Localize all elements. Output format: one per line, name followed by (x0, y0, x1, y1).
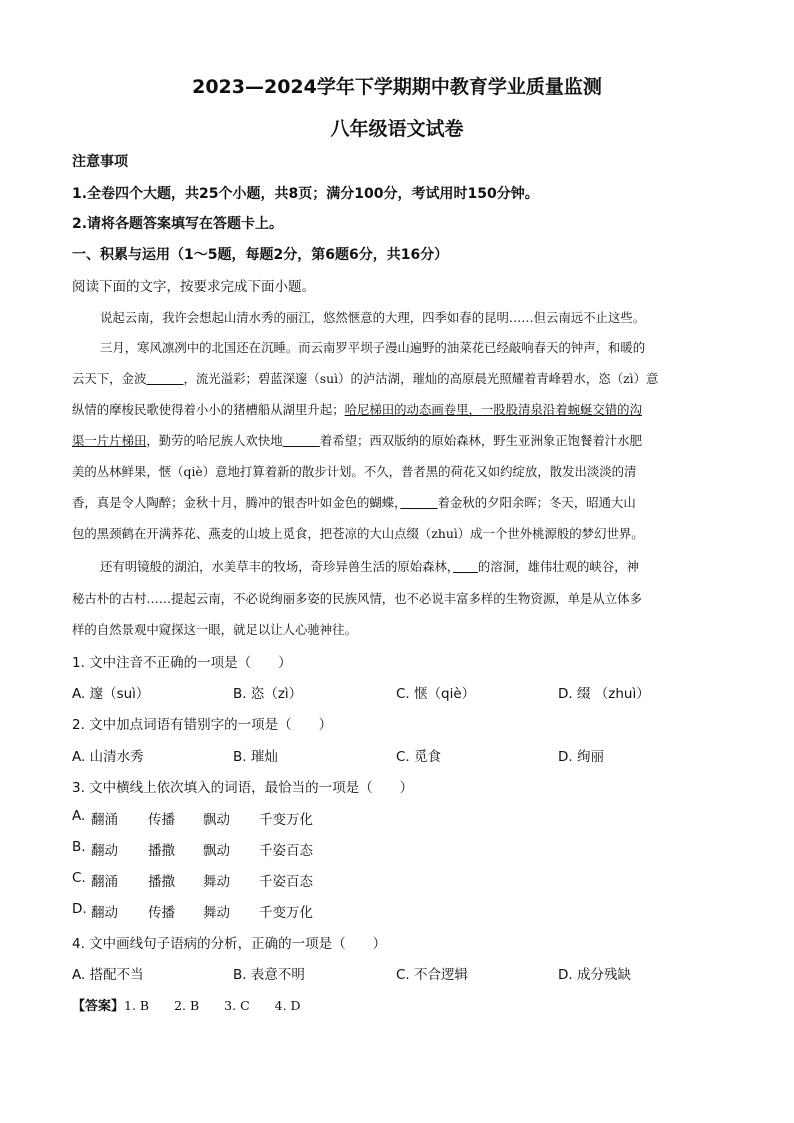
q3-option-d-word-1: 翻动 (91, 905, 118, 921)
blank-4 (453, 559, 478, 574)
blank-2 (283, 433, 320, 448)
q3-option-b-letter[interactable]: B. (72, 839, 86, 855)
q4-option-d[interactable]: D. 成分残缺 (558, 967, 631, 983)
passage-line: 样的自然景观中窥探这一眼，就足以让人心驰神往。 (72, 622, 357, 637)
q3-option-b-word-1: 翻动 (91, 843, 118, 859)
notice-item-2: 2.请将各题答案填写在答题卡上。 (72, 216, 284, 232)
answer-tag: 【答案】 (72, 999, 125, 1014)
notice-item-1: 1.全卷四个大题，共25个小题，共8页；满分100分，考试用时150分钟。 (72, 186, 539, 202)
section-1-instruction: 阅读下面的文字，按要求完成下面小题。 (72, 279, 315, 295)
passage-line: 秘古朴的古村……提起云南，不必说绚丽多姿的民族风情，也不必说丰富多样的生物资源，单是从立体多 (72, 591, 642, 606)
notice-heading: 注意事项 (72, 154, 128, 170)
blank-3 (400, 495, 437, 510)
q2-option-d[interactable]: D. 绚丽 (558, 749, 604, 765)
q3-option-a-word-2: 传播 (148, 812, 175, 828)
exam-subtitle: 八年级语文试卷 (330, 118, 464, 140)
q3-option-c-word-1: 翻涌 (91, 874, 118, 890)
q3-option-d-word-2: 传播 (148, 905, 175, 921)
q2-option-a[interactable]: A. 山清水秀 (72, 749, 144, 765)
underlined-sentence-cont: 渠一片片梯田 (72, 433, 147, 448)
q3-option-c-word-3: 舞动 (203, 874, 230, 890)
q2-option-b[interactable]: B. 璀灿 (233, 749, 278, 765)
passage-line: 美的丛林鲜果，惬（qiè）意地打算着新的散步计划。不久，普者黑的荷花又如约绽放，散发出淡淡的清 (72, 464, 637, 479)
q3-option-d-word-3: 舞动 (203, 905, 230, 921)
q3-option-a-letter[interactable]: A. (72, 808, 86, 824)
passage-line: 三月，寒风凛冽中的北国还在沉睡。而云南罗平坝子漫山遍野的油菜花已经敲响春天的钟声，和暖的 (100, 340, 646, 355)
q3-option-d-word-4: 千变万化 (259, 905, 313, 921)
q1-option-c[interactable]: C. 惬（qiè） (396, 686, 476, 702)
passage-line: 说起云南，我许会想起山清水秀的丽江，悠然惬意的大理，四季如春的昆明……但云南远不止这些。 (100, 310, 646, 325)
q3-option-d-letter[interactable]: D. (72, 901, 87, 917)
q3-option-b-word-2: 播撒 (148, 843, 175, 859)
question-3-stem: 3. 文中横线上依次填入的词语，最恰当的一项是（ ） (72, 780, 414, 796)
passage-line: 还有明镜般的湖泊，水美草丰的牧场，奇珍异兽生活的原始森林， 的溶洞，雄伟壮观的峡谷，神 (100, 559, 639, 574)
blank-1 (146, 371, 183, 386)
q3-option-a-word-4: 千变万化 (259, 812, 313, 828)
q3-option-a-word-3: 飘动 (203, 812, 230, 828)
q4-option-c[interactable]: C. 不合逻辑 (396, 967, 469, 983)
q1-option-b[interactable]: B. 恣（zì） (233, 686, 303, 702)
q4-option-a[interactable]: A. 搭配不当 (72, 967, 144, 983)
passage-line: 香，真是令人陶醉；金秋十月，腾冲的银杏叶如金色的蝴蝶， 着金秋的夕阳余晖；冬天，昭通大山 (72, 495, 636, 510)
passage-line: 包的黑颈鹤在开满荞花、燕麦的山坡上觅食，把苍凉的大山点缀（zhuì）成一个世外桃源般的梦幻世界。 (72, 526, 644, 541)
question-2-stem: 2. 文中加点词语有错别字的一项是（ ） (72, 717, 333, 733)
q4-option-b[interactable]: B. 表意不明 (233, 967, 305, 983)
passage-line: 渠一片片梯田，勤劳的哈尼族人欢快地 着希望；西双版纳的原始森林，野生亚洲象正饱餐着汁水肥 (72, 433, 642, 448)
question-4-stem: 4. 文中画线句子语病的分析，正确的一项是（ ） (72, 936, 387, 952)
q1-option-d[interactable]: D. 缀 （zhuì） (558, 686, 650, 702)
answer-text: 1. B 2. B 3. C 4. D (124, 998, 301, 1013)
section-1-heading: 一、积累与运用（1～5题，每题2分，第6题6分，共16分） (72, 247, 449, 263)
passage-line: 纵情的摩梭民歌使得着小小的猪槽船从湖里升起；哈尼梯田的动态画卷里，一股股清泉沿着蜿蜒交错的沟 (72, 402, 642, 417)
q3-option-c-word-2: 播撒 (148, 874, 175, 890)
q3-option-c-word-4: 千姿百态 (259, 874, 313, 890)
q1-option-a[interactable]: A. 邃（suì） (72, 686, 150, 702)
q3-option-c-letter[interactable]: C. (72, 870, 86, 886)
passage-line: 云天下，金波 ，流光溢彩；碧蓝深邃（suì）的泸沽湖，璀灿的高原晨光照耀着青峰碧水，恣（zì）意 (72, 371, 659, 386)
question-1-stem: 1. 文中注音不正确的一项是（ ） (72, 655, 292, 671)
q3-option-a-word-1: 翻涌 (91, 812, 118, 828)
q2-option-c[interactable]: C. 觅食 (396, 749, 442, 765)
q3-option-b-word-3: 飘动 (203, 843, 230, 859)
answer-line (72, 995, 301, 1014)
q3-option-b-word-4: 千姿百态 (259, 843, 313, 859)
underlined-sentence: 哈尼梯田的动态画卷里，一股股清泉沿着蜿蜒交错的沟 (344, 402, 642, 417)
exam-title: 2023—2024学年下学期期中教育学业质量监测 (192, 76, 602, 98)
